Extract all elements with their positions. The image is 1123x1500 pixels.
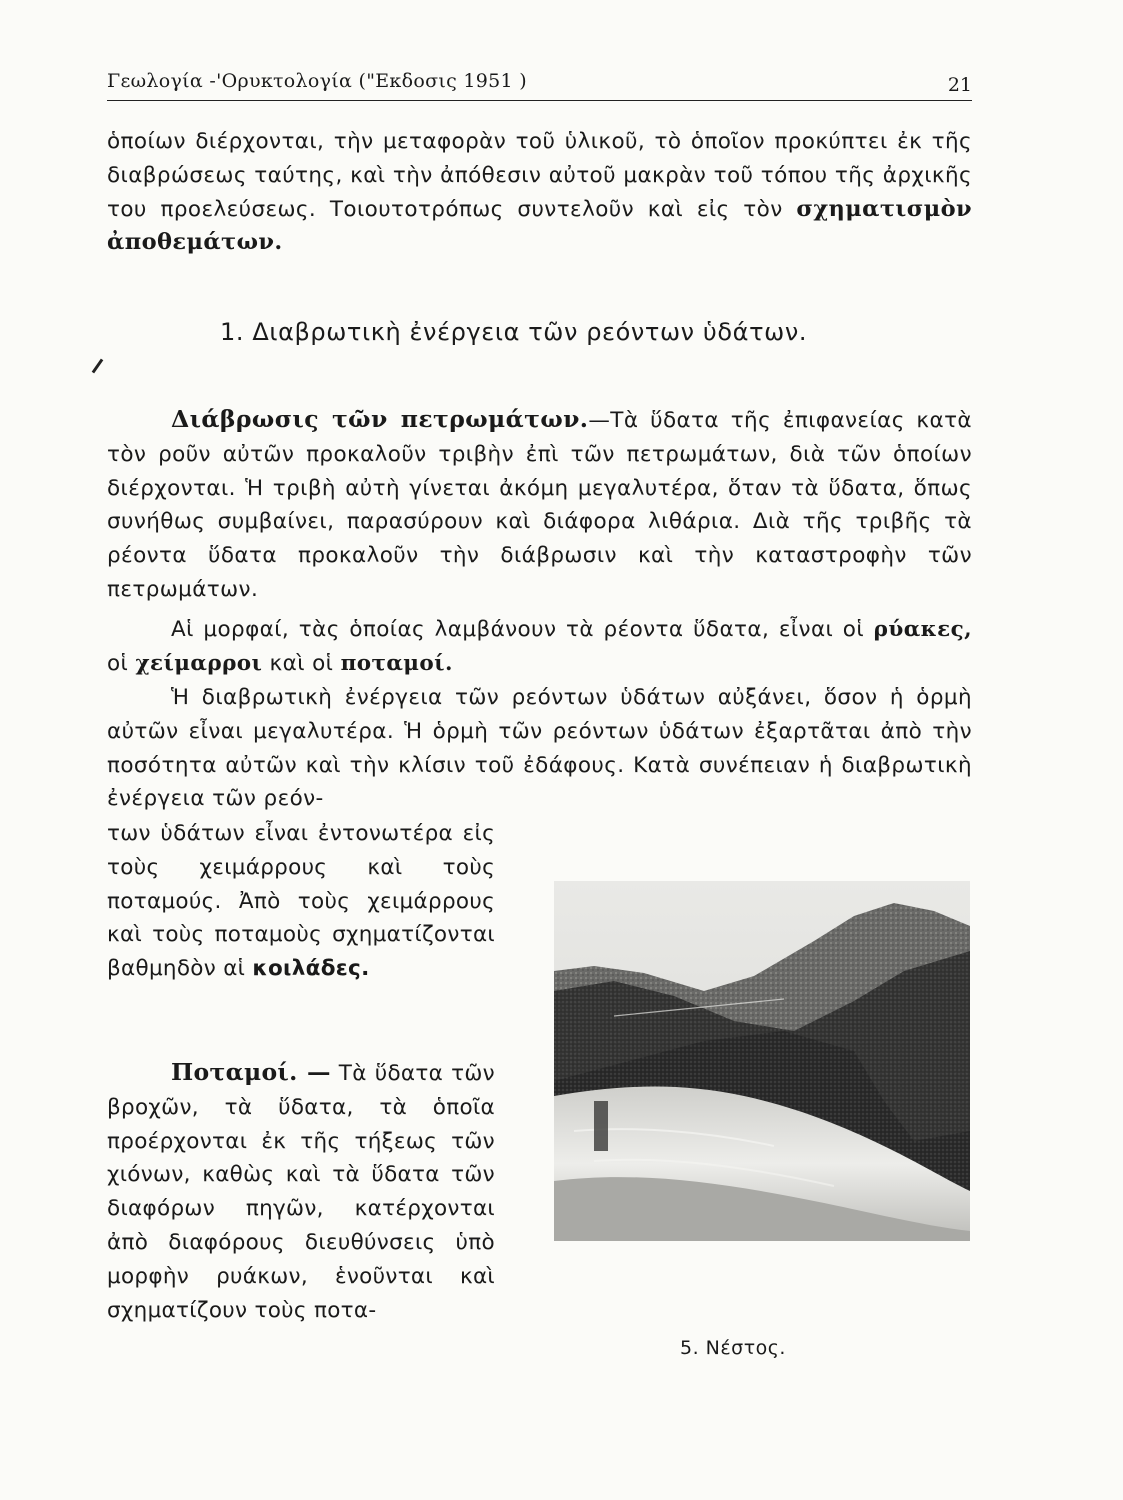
rivers-text: Τὰ ὕδατα τῶν βροχῶν, τὰ ὕδατα, τὰ ὁποῖα προέρχονται ἐκ τῆς τήξεως τῶν χιόνων, καθὼς καὶ τὰ ὕδατα τῶν διαφόρων πηγῶν, κατέρχονται ἀπὸ διαφόρους διευθύνσεις ὑπὸ μορφὴν ρυάκων, ἑνοῦνται καὶ σχηματίζουν τοὺς ποτα- (107, 1061, 495, 1323)
section-heading: 1. Διαβρωτικὴ ἐνέργεια τῶν ρεόντων ὑδάτων. (220, 318, 808, 346)
intro-paragraph (107, 125, 972, 260)
forms-bold-streams: ρύακες, (873, 617, 972, 642)
figure-caption: 5. Νέστος. (680, 1337, 786, 1359)
forms-mid1: οἱ (107, 650, 136, 676)
running-head (107, 70, 972, 101)
river-photo-graphic (554, 881, 970, 1241)
rivers-lead: Ποταμοί. — (171, 1058, 331, 1086)
running-title: Γεωλογία -'Ορυκτολογία ("Εκδοσις 1951 ) (107, 70, 527, 92)
forms-paragraph (107, 613, 972, 681)
forms-bold-rivers: ποταμοί. (340, 650, 453, 676)
intro-bold-term: σχηματισμὸν ἀποθεμάτων. (107, 195, 972, 256)
forms-text: Αἱ μορφαί, τὰς ὁποίας λαμβάνουν τὰ ρέοντα ὕδατα, εἶναι οἱ (171, 617, 874, 642)
forms-mid2: καὶ οἱ (262, 650, 341, 676)
erosion-text: —Τὰ ὕδατα τῆς ἐπιφανείας κατὰ τὸν ροῦν αὐτῶν προκαλοῦν τριβὴν ἐπὶ τῶν πετρωμάτων, διὰ τῶν ὁποίων διέρχονται. Ἡ τριβὴ αὐτὴ γίνεται ἀκόμη μεγαλυτέρα, ὅταν τὰ ὕδατα, ὅπως συνήθως συμβαίνει, παρασύρουν καὶ διάφορα λιθάρια. Διὰ τῆς τριβῆς τὰ ρέοντα ὕδατα προκαλοῦν τὴν διάβρωσιν καὶ τὴν καταστροφὴν τῶν πετρωμάτων. (107, 408, 972, 602)
valleys-bold-term: κοιλάδες. (252, 956, 370, 982)
erosion-lead: Διάβρωσις τῶν πετρωμάτων. (171, 405, 589, 433)
energy-text: Ἡ διαβρωτικὴ ἐνέργεια τῶν ρεόντων ὑδάτων αὐξάνει, ὅσον ἡ ὁρμὴ αὐτῶν εἶναι μεγαλυτέρα. Ἡ ὁρμὴ τῶν ρεόντων ὑδάτων ἐξαρτᾶται ἀπὸ τὴν ποσότητα αὐτῶν καὶ τὴν κλίσιν τοῦ ἐδάφους. Κατὰ συνέπειαν ἡ διαβρωτικὴ ἐνέργεια τῶν ρεόν- (107, 685, 972, 812)
rivers-paragraph (107, 1056, 495, 1327)
margin-pencil-mark (92, 359, 104, 374)
nestos-river-photo (554, 881, 970, 1241)
intro-text: ὁποίων διέρχονται, τὴν μεταφορὰν τοῦ ὑλικοῦ, τὸ ὁποῖον προκύπτει ἐκ τῆς διαβρώσεως ταύτης, καὶ τὴν ἀπόθεσιν αὐτοῦ μακρὰν τοῦ τόπου τῆς ἀρχικῆς του προελεύσεως. Τοιουτοτρόπως συντελοῦν καὶ εἰς τὸν (107, 129, 972, 222)
narrow-paragraph-valleys (107, 817, 495, 986)
page-number: 21 (947, 74, 972, 96)
forms-bold-torrents: χείμαρροι (135, 650, 263, 676)
valleys-text: των ὑδάτων εἶναι ἐντονωτέρα εἰς τοὺς χειμάρρους καὶ τοὺς ποταμούς. Ἀπὸ τοὺς χειμάρρους καὶ τοὺς ποταμοὺς σχηματίζονται βαθμηδὸν αἱ (107, 821, 495, 982)
energy-paragraph (107, 681, 972, 816)
erosion-paragraph (107, 403, 972, 607)
